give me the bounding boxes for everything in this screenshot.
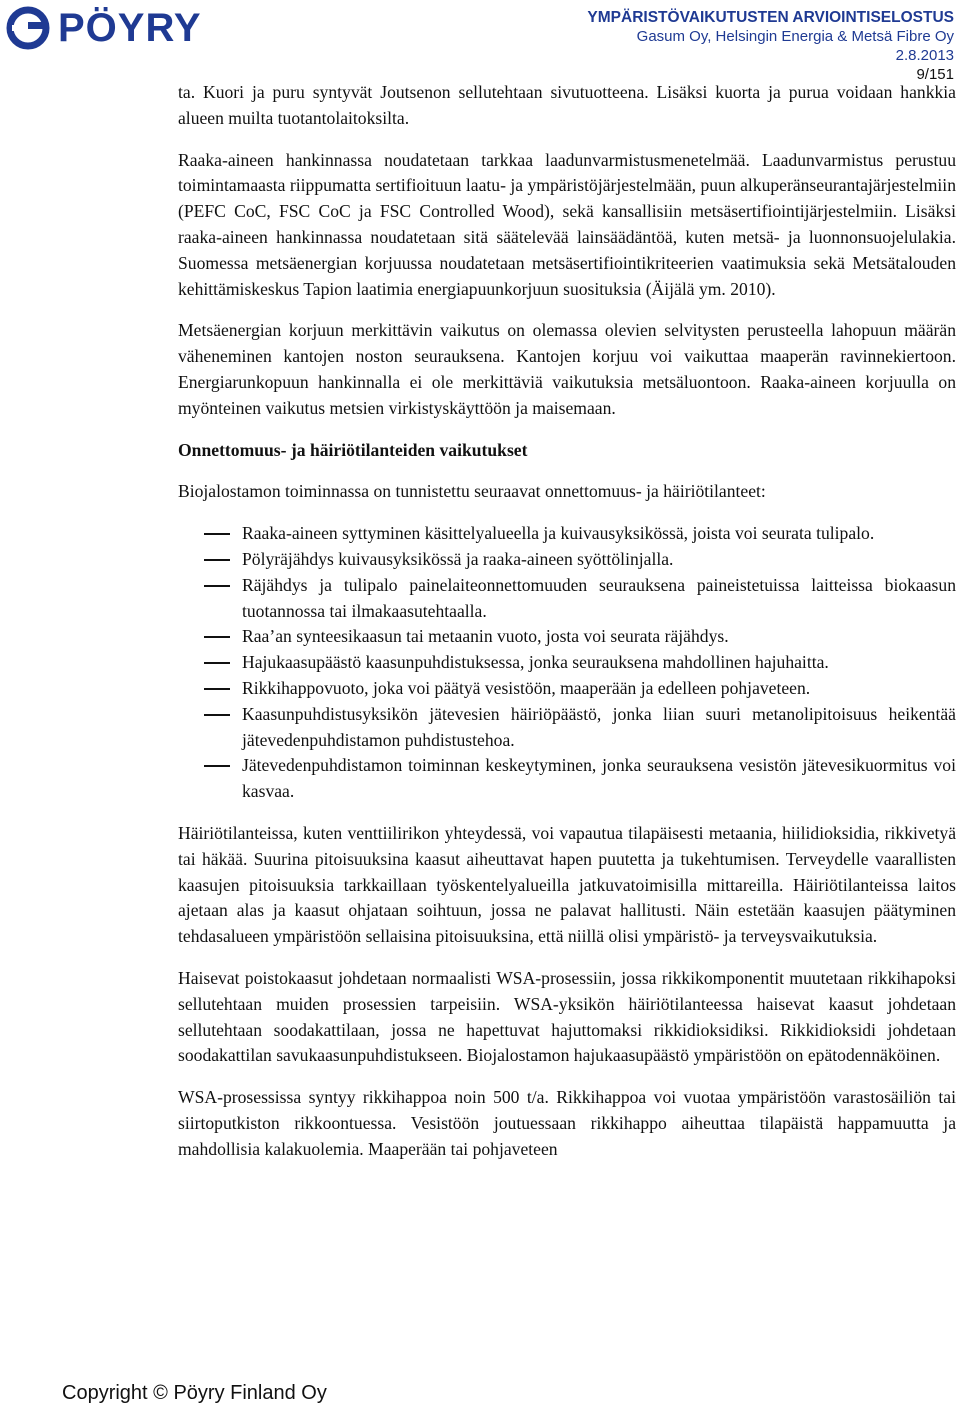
logo-wordmark: PÖYRY bbox=[58, 6, 202, 50]
document-body bbox=[178, 80, 956, 1162]
section-heading: Onnettomuus- ja häiriötilanteiden vaikutukset bbox=[178, 439, 528, 460]
paragraph: ta. Kuori ja puru syntyvät Joutsenon sellutehtaan sivutuotteena. Lisäksi kuorta ja purua voidaan hankkia alueen muilta tuotantolaitoksilta. bbox=[178, 82, 956, 128]
paragraph: Metsäenergian korjuun merkittävin vaikutus on olemassa olevien selvitysten perusteella lahopuun määrän väheneminen kantojen noston seurauksena. Kantojen korjuu voi vaikuttaa maaperän ravinnekiertoon. Energiarunkopuun hankinnalla ei ole merkittäviä vaikutuksia metsäluontoon. Raaka-aineen korjuulla on myönteinen vaikutus metsien virkistyskäyttöön ja maisemaan. bbox=[178, 320, 956, 418]
poyry-logo bbox=[6, 6, 202, 50]
list-item-text: Hajukaasupäästö kaasunpuhdistuksessa, jonka seurauksena mahdollinen hajuhaitta. bbox=[242, 652, 829, 673]
list-item bbox=[178, 702, 956, 754]
dash-bullet-icon bbox=[204, 714, 230, 716]
report-date: 2.8.2013 bbox=[895, 47, 954, 64]
paragraph: Haisevat poistokaasut johdetaan normaalisti WSA-prosessiin, jossa rikkikomponentit muutetaan rikkihapoksi sellutehtaan muiden prosessien tarpeisiin. WSA-yksikön häiriötilanteessa haisevat kaasut johdetaan sellutehtaan soodakattilaan, jossa ne hapettuvat hajuttomaksi rikkidioksidiksi. Rikkidioksidi johdetaan soodakattilan savukaasunpuhdistukseen. Biojalostamon hajukaasupäästö ympäristöön on epätodennäköinen. bbox=[178, 967, 956, 1066]
report-title: YMPÄRISTÖVAIKUTUSTEN ARVIOINTISELOSTUS bbox=[587, 9, 954, 26]
page-number: 9/151 bbox=[916, 66, 954, 83]
page-header bbox=[587, 8, 954, 84]
list-item-text: Räjähdys ja tulipalo painelaiteonnettomuuden seurauksena paineistetuissa laitteissa biokaasun tuotannossa tai ilmakaasutehtaalla. bbox=[242, 574, 956, 621]
paragraph: WSA-prosessissa syntyy rikkihappoa noin 500 t/a. Rikkihappoa voi vuotaa ympäristöön varastosäiliön tai siirtoputkiston rikkoontuessa. Vesistöön joutuessaan rikkihappo aiheuttaa tilapäistä happamuutta ja mahdollisia kalakuolemia. Maaperään tai pohjaveteen bbox=[178, 1087, 956, 1159]
list-item-text: Jätevedenpuhdistamon toiminnan keskeytyminen, jonka seurauksena vesistön jätevesikuormitus voi kasvaa. bbox=[242, 755, 956, 802]
list-intro: Biojalostamon toiminnassa on tunnistettu seuraavat onnettomuus- ja häiriötilanteet: bbox=[178, 481, 766, 502]
dash-bullet-icon bbox=[204, 662, 230, 664]
list-item-text: Raa’an synteesikaasun tai metaanin vuoto, josta voi seurata räjähdys. bbox=[242, 626, 729, 647]
dash-bullet-icon bbox=[204, 559, 230, 561]
dash-bullet-icon bbox=[204, 533, 230, 535]
dash-bullet-icon bbox=[204, 688, 230, 690]
list-item bbox=[178, 547, 956, 573]
list-item bbox=[178, 753, 956, 805]
paragraph: Häiriötilanteissa, kuten venttiilirikon yhteydessä, voi vapautua tilapäisesti metaania, hiilidioksidia, rikkivetyä tai häkää. Suurina pitoisuuksina kaasut aiheuttavat hapen puutetta ja tukehtumisen. Terveydelle vaarallisten kaasujen pitoisuuksia tarkkaillaan työskentelyalueilla jatkuvatoimisilla mittareilla. Häiriötilanteissa laitos ajetaan alas ja kaasut ohjataan soihtuun, jossa ne palavat hallitusti. Näin estetään kaasujen päätyminen tehdasalueen ympäristöön sellaisina pitoisuuksina, että niillä olisi ympäristö- ja terveysvaikutuksia. bbox=[178, 822, 956, 947]
list-item bbox=[178, 624, 956, 650]
list-item bbox=[178, 676, 956, 702]
list-item-text: Rikkihappovuoto, joka voi päätyä vesistöön, maaperään ja edelleen pohjaveteen. bbox=[242, 677, 811, 698]
footer-copyright: Copyright © Pöyry Finland Oy bbox=[62, 1382, 327, 1404]
poyry-logo-mark-icon bbox=[6, 6, 52, 50]
list-item-text: Kaasunpuhdistusyksikön jätevesien häiriöpäästö, jonka liian suuri metanolipitoisuus heikentää jätevedenpuhdistamon puhdistustehoa. bbox=[242, 703, 956, 750]
dash-bullet-icon bbox=[204, 636, 230, 638]
dash-bullet-icon bbox=[204, 585, 230, 587]
report-subtitle: Gasum Oy, Helsingin Energia & Metsä Fibre Oy bbox=[636, 28, 954, 45]
list-item bbox=[178, 521, 956, 547]
paragraph: Raaka-aineen hankinnassa noudatetaan tarkkaa laadunvarmistusmenetelmää. Laadunvarmistus perustuu toimintamaasta riippumatta sertifioituun laatu- ja ympäristöjärjestelmään, puun alkuperänseurantajärjestelmiin (PEFC CoC, FSC CoC ja FSC Controlled Wood), sekä kansallisiin metsäsertifiointijärjestelmiin. Lisäksi raaka-aineen hankinnassa noudatetaan sitä säätelevää lainsäädäntöä, kuten metsä- ja luonnonsuojelulakia. Suomessa metsäenergian korjuussa noudatetaan metsäsertifiointikriteerien vaatimuksia sekä Metsätalouden kehittämiskeskus Tapion laatimia energiapuunkorjuun suosituksia (Äijälä ym. 2010). bbox=[178, 149, 956, 299]
list-item-text: Pölyräjähdys kuivausyksikössä ja raaka-aineen syöttölinjalla. bbox=[242, 548, 674, 569]
incident-list bbox=[178, 521, 956, 805]
dash-bullet-icon bbox=[204, 765, 230, 767]
list-item bbox=[178, 650, 956, 676]
list-item bbox=[178, 573, 956, 625]
list-item-text: Raaka-aineen syttyminen käsittelyalueella ja kuivausyksikössä, joista voi seurata tulipalo. bbox=[242, 523, 875, 544]
